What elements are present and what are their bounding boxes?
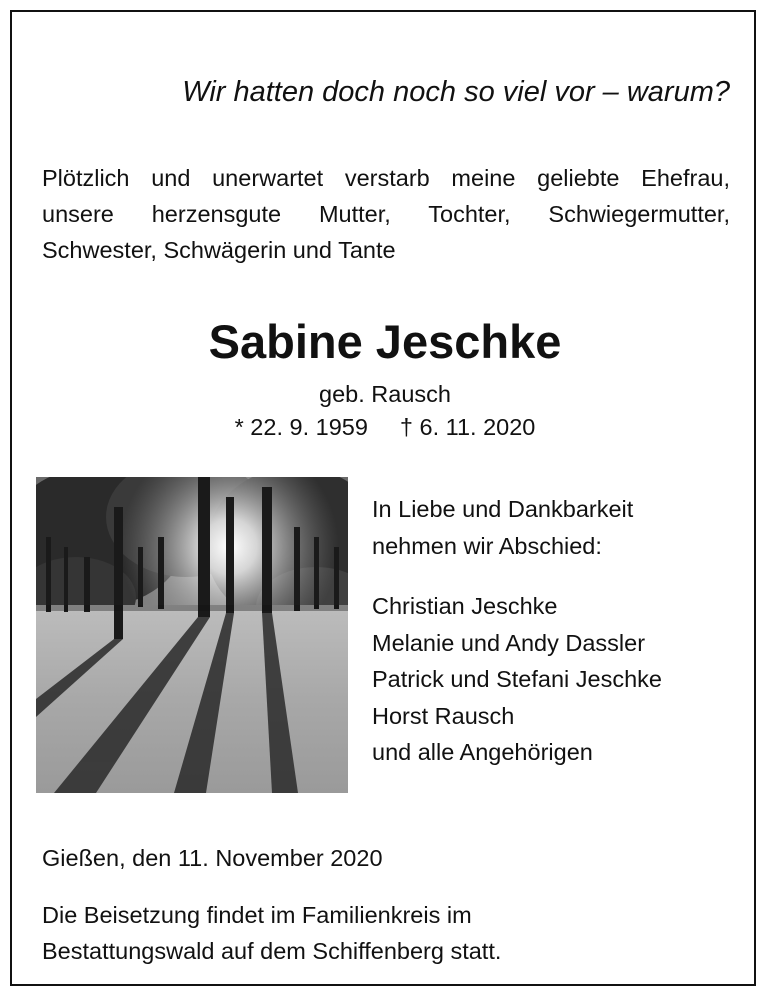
mourner-name: Patrick und Stefani Jeschke [372, 666, 662, 692]
death-date: † 6. 11. 2020 [399, 414, 536, 440]
deceased-name: Sabine Jeschke [208, 315, 562, 368]
intro-line: unsere herzensgute Mutter, Tochter, Schwiegermutter, [42, 201, 730, 227]
place-date: Gießen, den 11. November 2020 [42, 845, 383, 871]
farewell-line: In Liebe und Dankbarkeit [372, 496, 634, 522]
intro-line: Plötzlich und unerwartet verstarb meine geliebte Ehefrau, [42, 165, 730, 191]
burial-line: Bestattungswald auf dem Schiffenberg statt. [42, 938, 502, 964]
mourner-name: und alle Angehörigen [372, 739, 593, 765]
maiden-name: geb. Rausch [319, 381, 451, 407]
mourners-list [372, 588, 662, 771]
intro-line: Schwester, Schwägerin und Tante [42, 237, 396, 263]
park-trees-sunlight-photo [36, 477, 348, 793]
farewell-line: nehmen wir Abschied: [372, 532, 602, 559]
burial-info [42, 897, 501, 969]
burial-line: Die Beisetzung findet im Familienkreis im [42, 902, 472, 928]
mourner-name: Horst Rausch [372, 702, 515, 729]
life-dates [0, 411, 770, 443]
motto-quote: Wir hatten doch noch so viel vor – warum? [182, 76, 730, 108]
farewell-text [372, 491, 633, 564]
birth-date: * 22. 9. 1959 [234, 414, 368, 440]
mourner-name: Melanie und Andy Dassler [372, 629, 646, 656]
intro-text [42, 160, 730, 268]
mourner-name: Christian Jeschke [372, 593, 558, 619]
